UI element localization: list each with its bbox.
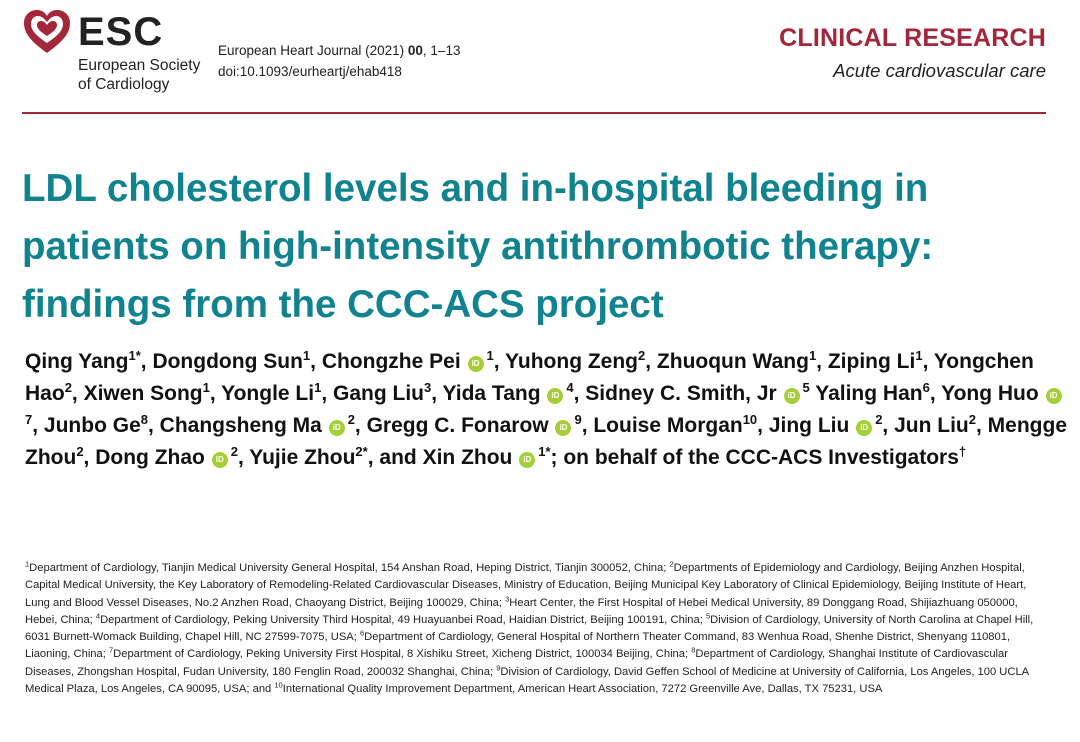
author-separator: ,	[71, 382, 84, 405]
author-separator: ,	[493, 350, 506, 373]
author-name: Yaling Han	[815, 382, 923, 405]
author-name: Gang Liu	[333, 382, 424, 405]
author-separator: ,	[882, 414, 895, 437]
author	[44, 414, 160, 437]
author-name: Qing Yang	[25, 350, 129, 373]
article-title: LDL cholesterol levels and in-hospital bleeding in patients on high-intensity antithrombotic therapy: findings from the CCC-ACS project	[22, 167, 934, 326]
author-name: Sidney C. Smith, Jr	[585, 382, 777, 405]
affiliation-number: 1	[25, 559, 30, 569]
author-separator: , and	[367, 446, 423, 469]
section-title: CLINICAL RESEARCH	[779, 24, 1046, 52]
author-list	[25, 346, 1070, 474]
author	[657, 350, 828, 373]
corresponding-mark: *	[545, 444, 551, 459]
author-separator: ,	[922, 350, 934, 373]
author-name: Yujie Zhou	[249, 446, 356, 469]
author-affiliation-mark: 1	[202, 380, 210, 395]
affiliation-number: 8	[691, 645, 696, 655]
author-affiliation-mark: 6	[922, 380, 930, 395]
logo-subtitle-line1: European Society	[78, 57, 201, 74]
author	[152, 350, 321, 373]
corresponding-mark: *	[135, 348, 141, 363]
author	[769, 414, 894, 437]
affiliation-text: Division of Cardiology, David Geffen School of Medicine at University of California, Los Angeles, 100 UCLA Medical Plaza, Los Angeles, CA 90095, USA; and	[25, 665, 1029, 696]
author	[815, 382, 941, 405]
affiliation-number: 7	[108, 645, 114, 655]
esc-logo	[22, 9, 212, 99]
author	[249, 446, 422, 469]
author-affiliation-mark: 1	[128, 348, 136, 363]
affiliation-number: 9	[496, 663, 501, 673]
author-separator: ,	[147, 414, 160, 437]
author-name: Jun Liu	[894, 414, 969, 437]
journal-pages: , 1–13	[422, 43, 461, 58]
author	[959, 446, 966, 469]
affiliation-text: Department of Cardiology, Peking University Third Hospital, 49 Huayuanbei Road, Haidian District, Beijing 100191, China;	[100, 613, 706, 626]
affiliations	[25, 560, 1045, 698]
author	[828, 350, 934, 373]
affiliation-text: Departments of Epidemiology and Cardiology, Beijing Anzhen Hospital, Capital Medical University, the Key Laboratory of Remodeling-Related Cardiovascular Diseases, Ministry of Education, Beijing Municipal Key Laboratory of Clinical Epidemiology, Beijing Institute of Heart, Lung and Blood Vessel Diseases, No.2 Anzhen Road, Chaoyang District, Beijing 100029, China;	[25, 562, 1027, 609]
affiliation-number: 2	[669, 559, 674, 569]
author-separator: ,	[32, 414, 44, 437]
author-separator: ,	[140, 350, 153, 373]
author-affiliation-mark: 2	[76, 444, 84, 459]
section-subtitle: Acute cardiovascular care	[833, 60, 1046, 81]
affiliation-text: Heart Center, the First Hospital of Hebei Medical University, 89 Donggang Road, Shijiazhuang 050000, Hebei, China;	[25, 596, 1018, 626]
author-affiliation-mark: 2	[230, 444, 238, 459]
author-separator: ; on behalf of the CCC-ACS Investigators	[550, 446, 959, 469]
author-separator: ,	[209, 382, 222, 405]
affiliation-number: 10	[274, 680, 283, 690]
author-name: Ziping Li	[827, 350, 916, 373]
author-name: Louise Morgan	[593, 414, 743, 437]
author-name: Zhuoqun Wang	[656, 350, 809, 373]
logo-subtitle-line2: of Cardiology	[78, 76, 170, 93]
author-separator: ,	[757, 414, 769, 437]
affiliation-item	[95, 611, 706, 626]
author-affiliation-mark: 1	[915, 348, 923, 363]
author-affiliation-mark: 10	[742, 412, 758, 427]
affiliation-text: Division of Cardiology, University of North Carolina at Chapel Hill, 6031 Burnett-Womack Building, Chapel Hill, NC 27599-7075, USA;	[25, 613, 1034, 644]
logo-subtitle	[78, 56, 200, 94]
author-separator: ,	[573, 382, 586, 405]
orcid-icon[interactable]: iD	[555, 420, 571, 436]
orcid-icon[interactable]: iD	[519, 452, 535, 468]
author-affiliation-mark: 4	[566, 380, 574, 395]
affiliation-text: International Quality Improvement Department, American Heart Association, 7272 Greenville Ave, Dallas, TX 75231, USA	[282, 683, 883, 696]
author-name: Chongzhe Pei	[321, 350, 461, 373]
header-divider	[22, 112, 1046, 114]
author-affiliation-mark: 2	[347, 412, 355, 427]
author-separator: ,	[310, 350, 322, 373]
author-separator: ,	[816, 350, 828, 373]
author-name: Mengge Zhou	[25, 414, 1068, 469]
author-name: Yuhong Zeng	[505, 350, 639, 373]
affiliation-item	[274, 680, 883, 696]
author-name: Junbo Ge	[43, 414, 141, 437]
author	[322, 350, 505, 373]
author-name: Yida Tang	[442, 382, 541, 405]
author	[367, 414, 594, 437]
affiliation-number: 5	[705, 611, 711, 621]
author-separator: ,	[321, 382, 333, 405]
author-affiliation-mark: 2	[638, 348, 646, 363]
author-name: Dongdong Sun	[152, 350, 303, 373]
author-affiliation-mark: 1	[486, 348, 494, 363]
affiliation-text: Department of Cardiology, Tianjin Medical University General Hospital, 154 Anshan Road, Heping District, Tianjin 300052, China;	[29, 562, 670, 574]
author-affiliation-mark: 8	[140, 412, 148, 427]
author-affiliation-mark: 3	[424, 380, 432, 395]
author	[585, 382, 815, 405]
author-name: Xiwen Song	[83, 382, 203, 405]
corresponding-mark: *	[362, 444, 368, 459]
author-affiliation-mark: †	[958, 444, 967, 459]
author-name: Xin Zhou	[422, 446, 513, 469]
logo-wordmark: ESC	[78, 10, 164, 54]
author-separator: ,	[431, 382, 443, 405]
affiliation-item	[25, 559, 670, 574]
author-separator: ,	[929, 382, 942, 405]
author-separator: ,	[976, 414, 988, 437]
author	[423, 446, 959, 469]
author-name: Dong Zhao	[95, 446, 205, 469]
author	[95, 446, 249, 469]
orcid-icon[interactable]: iD	[212, 452, 228, 468]
author-affiliation-mark: 2	[968, 412, 976, 427]
affiliation-text: Department of Cardiology, Peking University First Hospital, 8 Xishiku Street, Xicheng District, 100034 Beijing, China;	[113, 648, 692, 661]
author	[160, 414, 367, 437]
author	[505, 350, 657, 373]
author-affiliation-mark: 5	[802, 380, 810, 395]
article-header	[0, 0, 1080, 114]
author-affiliation-mark: 7	[25, 412, 33, 427]
author-affiliation-mark: 2	[875, 412, 883, 427]
orcid-icon[interactable]: iD	[468, 356, 484, 372]
author-affiliation-mark: 1	[538, 444, 546, 459]
orcid-icon[interactable]: iD	[1046, 388, 1062, 404]
journal-info	[218, 40, 460, 82]
author-separator: ,	[354, 414, 367, 437]
journal-volume: 00	[407, 43, 423, 58]
author-separator: ,	[645, 350, 657, 373]
heart-icon	[22, 9, 72, 57]
affiliation-number: 6	[359, 628, 365, 638]
author-name: Yongle Li	[221, 382, 315, 405]
author-name: Yong Huo	[941, 382, 1039, 405]
author	[84, 382, 222, 405]
affiliation-number: 3	[505, 593, 510, 603]
orcid-icon[interactable]: iD	[329, 420, 345, 436]
orcid-icon[interactable]: iD	[856, 420, 872, 436]
author	[894, 414, 988, 437]
author-separator: ,	[581, 414, 594, 437]
doi[interactable]: doi:10.1093/eurheartj/ehab418	[218, 64, 402, 79]
author-separator: ,	[83, 446, 96, 469]
author	[443, 382, 586, 405]
author-affiliation-mark: 2	[355, 444, 363, 459]
affiliation-item	[108, 645, 692, 661]
author-name: Jing Liu	[768, 414, 850, 437]
author-affiliation-mark: 1	[314, 380, 322, 395]
author	[25, 350, 152, 373]
author-affiliation-mark: 2	[64, 380, 72, 395]
author-separator: ,	[237, 446, 250, 469]
author-name: Gregg C. Fonarow	[366, 414, 549, 437]
author	[221, 382, 333, 405]
orcid-icon[interactable]: iD	[784, 388, 800, 404]
author-affiliation-mark: 1	[302, 348, 311, 363]
author-affiliation-mark: 1	[808, 348, 817, 363]
author-affiliation-mark: 9	[574, 412, 582, 427]
affiliation-text: Department of Cardiology, Shanghai Institute of Cardiovascular Diseases, Zhongshan Hospital, Fudan University, 180 Fenglin Road, 200032 Shanghai, China;	[25, 648, 1008, 678]
affiliation-number: 4	[95, 611, 101, 621]
author	[333, 382, 443, 405]
author	[593, 414, 768, 437]
orcid-icon[interactable]: iD	[547, 388, 563, 404]
author-name: Yongchen Hao	[25, 350, 1034, 405]
author-name: Changsheng Ma	[159, 414, 322, 437]
affiliation-text: Department of Cardiology, General Hospital of Northern Theater Command, 83 Wenhua Road, Shenhe District, Shenyang 110801, Liaoning, China;	[25, 631, 1011, 661]
article-section	[779, 24, 1046, 82]
journal-citation	[218, 40, 460, 61]
journal-name: European Heart Journal (2021)	[218, 43, 405, 58]
